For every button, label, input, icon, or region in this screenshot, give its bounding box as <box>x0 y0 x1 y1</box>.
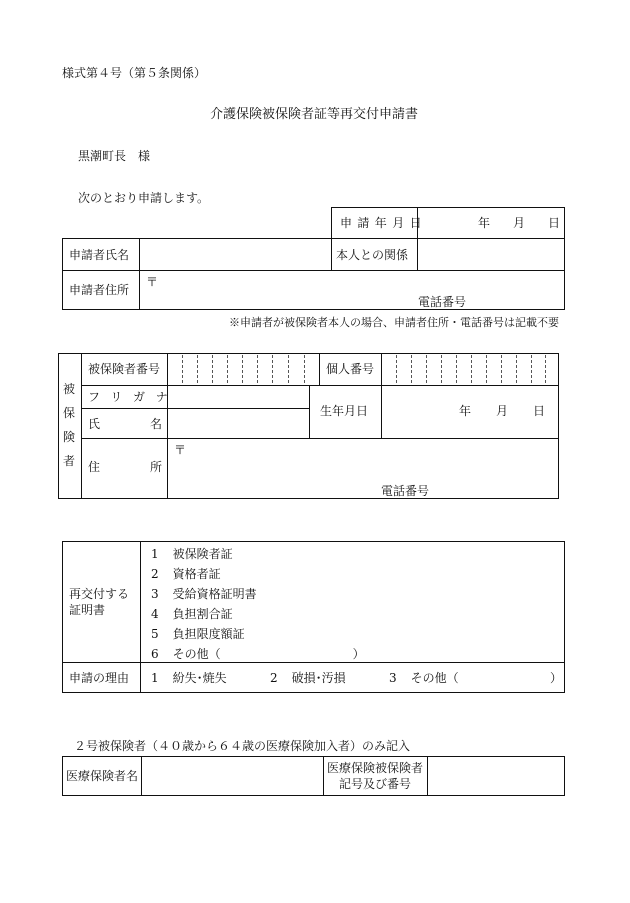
insurer-name-label: 医療保険者名 <box>66 769 139 783</box>
reason-option-3[interactable] <box>389 672 459 684</box>
applicant-address-label: 申請者住所 <box>69 283 130 297</box>
item-text: 負担割合証 <box>172 607 233 621</box>
insured-phone-label: 電話番号 <box>381 484 430 498</box>
applicant-name-label: 申請者氏名 <box>69 248 130 262</box>
reissue-item-5[interactable] <box>151 628 245 640</box>
insured-postal-mark: 〒 <box>174 443 187 457</box>
second-insured-heading: ２号被保険者（４０歳から６４歳の医療保険加入者）のみ記入 <box>74 739 411 753</box>
relation-field[interactable] <box>418 239 564 269</box>
reason-option-2[interactable] <box>270 672 346 684</box>
addressee: 黒潮町長 様 <box>78 149 151 163</box>
date-month-label: 月 <box>513 216 526 230</box>
insured-name-label-1: 氏 <box>88 417 101 431</box>
reissue-item-2[interactable] <box>151 568 221 580</box>
reason-text: 紛失･焼失 <box>172 671 227 685</box>
reason-number: 3 <box>389 671 397 685</box>
item-number: 3 <box>151 587 159 601</box>
item-text: 資格者証 <box>172 567 221 581</box>
applicant-postal-mark: 〒 <box>146 275 159 289</box>
reason-label: 申請の理由 <box>69 671 130 685</box>
reason-number: 1 <box>151 671 159 685</box>
reissue-item-4[interactable] <box>151 608 233 620</box>
item-number: 1 <box>151 547 159 561</box>
reason-option-1[interactable] <box>151 672 227 684</box>
insured-side-char-2: 保 <box>63 406 76 420</box>
applicant-name-field[interactable] <box>140 239 330 269</box>
birth-day-label: 日 <box>533 404 546 418</box>
date-year-label: 年 <box>478 216 491 230</box>
reason-text: 破損･汚損 <box>291 671 346 685</box>
furigana-label: フリガナ <box>88 390 179 404</box>
insured-side-char-3: 険 <box>63 430 76 444</box>
insured-address-label-1: 住 <box>88 460 101 474</box>
item-text: 被保険者証 <box>172 547 233 561</box>
furigana-field[interactable] <box>168 386 308 407</box>
application-date-label: 申請年月日 <box>340 216 428 230</box>
reason-number: 2 <box>270 671 278 685</box>
reason-close-paren: ） <box>550 671 563 685</box>
applicant-phone-label: 電話番号 <box>418 295 467 309</box>
item-number: 5 <box>151 627 159 641</box>
date-day-label: 日 <box>548 216 561 230</box>
item-number: 6 <box>151 647 159 661</box>
page-title: 介護保険被保険者証等再交付申請書 <box>210 107 419 122</box>
reissue-item-3[interactable] <box>151 588 257 600</box>
insured-name-label-2: 名 <box>150 417 163 431</box>
applicant-address-field[interactable] <box>140 271 564 309</box>
form-number: 様式第４号（第５条関係） <box>62 66 207 80</box>
reissue-item-6[interactable] <box>151 648 365 660</box>
reason-text: その他（ <box>410 671 459 685</box>
item-text: その他（ ） <box>172 647 365 661</box>
reissue-label-line2: 証明書 <box>69 603 106 617</box>
insured-address-field[interactable] <box>168 439 558 498</box>
relation-label: 本人との関係 <box>336 248 409 262</box>
reissue-label-line1: 再交付する <box>69 587 130 601</box>
birth-date-field[interactable] <box>382 386 558 437</box>
insured-side-char-1: 被 <box>63 382 76 396</box>
birth-year-label: 年 <box>459 404 472 418</box>
birth-date-label: 生年月日 <box>320 404 369 418</box>
item-text: 負担限度額証 <box>172 627 245 641</box>
applicant-note: ※申請者が被保険者本人の場合、申請者住所・電話番号は記載不要 <box>229 316 559 329</box>
insured-name-field[interactable] <box>168 409 308 437</box>
insured-number-label: 被保険者番号 <box>88 362 161 376</box>
intro-text: 次のとおり申請します。 <box>78 191 210 205</box>
item-number: 4 <box>151 607 159 621</box>
insured-symbol-label-line1: 医療保険被保険者 <box>327 761 424 775</box>
personal-number-label: 個人番号 <box>326 362 375 376</box>
insured-side-char-4: 者 <box>63 454 76 468</box>
birth-month-label: 月 <box>496 404 509 418</box>
insured-number-field[interactable] <box>168 354 318 384</box>
insurer-name-field[interactable] <box>142 757 322 795</box>
insured-symbol-field[interactable] <box>428 757 564 795</box>
reissue-item-1[interactable] <box>151 548 233 560</box>
insured-address-label-2: 所 <box>150 460 163 474</box>
insured-symbol-label-line2: 記号及び番号 <box>339 777 412 791</box>
personal-number-field[interactable] <box>382 354 558 384</box>
item-text: 受給資格証明書 <box>172 587 257 601</box>
item-number: 2 <box>151 567 159 581</box>
